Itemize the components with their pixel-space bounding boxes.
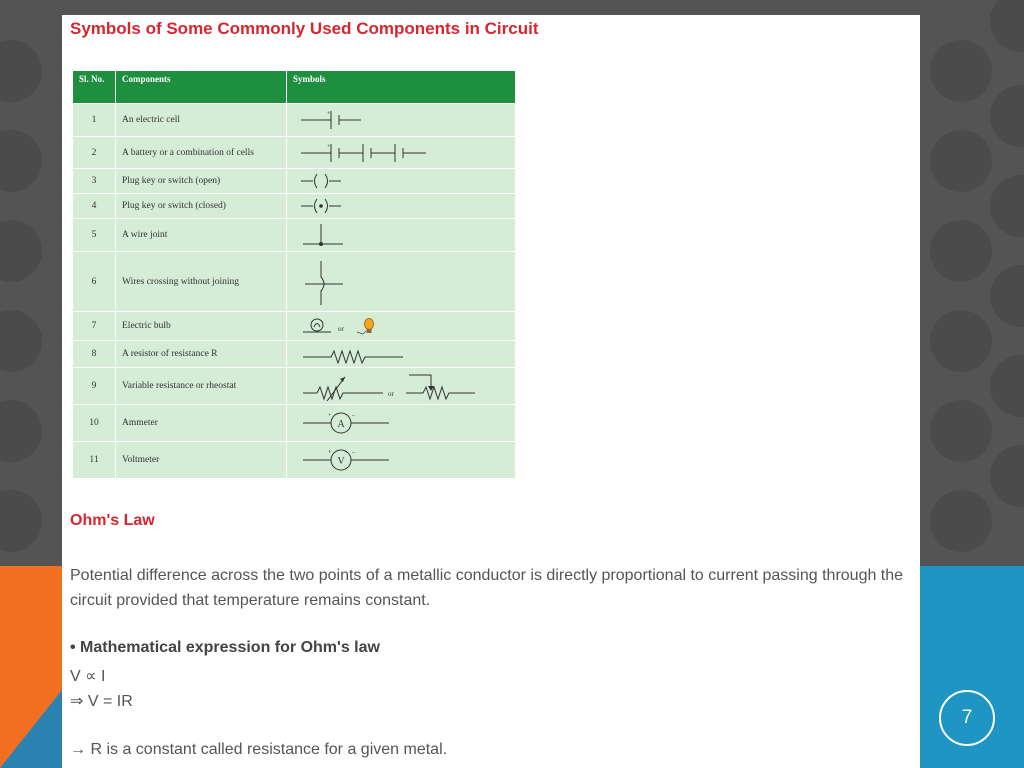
svg-text:+: + [327, 111, 331, 117]
table-header-row [73, 71, 516, 104]
svg-text:A: A [337, 419, 345, 430]
resistor-symbol [287, 341, 516, 368]
header-symbols: Symbols [287, 71, 516, 104]
svg-text:+: + [327, 143, 331, 150]
section-title: Ohm's Law [70, 512, 155, 529]
wires-crossing-symbol [287, 252, 516, 312]
bullet-heading: • Mathematical expression for Ohm's law [70, 639, 380, 656]
component-name: Electric bulb [116, 312, 287, 341]
components-table [72, 70, 516, 479]
page-title: Symbols of Some Commonly Used Components in Circuit [70, 19, 539, 38]
component-name: Wires crossing without joining [116, 252, 287, 312]
svg-text:V: V [337, 456, 345, 467]
voltmeter-symbol [287, 442, 516, 479]
row-number: 11 [73, 442, 116, 479]
component-name: Voltmeter [116, 442, 287, 479]
ammeter-symbol [287, 405, 516, 442]
table-row [73, 194, 516, 219]
ohms-law-paragraph: Potential difference across the two points of a metallic conductor is directly proportional to current passing through the circuit provided that temperature remains constant. [70, 567, 904, 609]
table-row [73, 252, 516, 312]
battery-symbol [287, 137, 516, 169]
formula-equation: ⇒ V = IR [70, 693, 133, 710]
row-number: 1 [73, 104, 116, 137]
table-row [73, 405, 516, 442]
component-name: Plug key or switch (closed) [116, 194, 287, 219]
resistance-note: → R is a constant called resistance for a given metal. [70, 741, 448, 758]
table-row [73, 341, 516, 368]
component-name: Variable resistance or rheostat [116, 368, 287, 405]
rheostat-symbol [287, 368, 516, 405]
component-name: An electric cell [116, 104, 287, 137]
svg-text:–: – [352, 450, 355, 456]
svg-text:or: or [338, 325, 344, 333]
row-number: 10 [73, 405, 116, 442]
row-number: 9 [73, 368, 116, 405]
bulb-symbol [287, 312, 516, 341]
component-name: Ammeter [116, 405, 287, 442]
content-card [62, 15, 920, 768]
page-number-badge: 7 [939, 690, 995, 746]
cell-symbol [287, 104, 516, 137]
component-name: Plug key or switch (open) [116, 169, 287, 194]
header-sl-no: Sl. No. [73, 71, 116, 104]
component-name: A battery or a combination of cells [116, 137, 287, 169]
header-components: Components [116, 71, 287, 104]
component-name: A resistor of resistance R [116, 341, 287, 368]
closed-key-symbol [287, 194, 516, 219]
table-row [73, 104, 516, 137]
table-row [73, 368, 516, 405]
table-row [73, 137, 516, 169]
row-number: 4 [73, 194, 116, 219]
table-row [73, 312, 516, 341]
table-row [73, 169, 516, 194]
row-number: 7 [73, 312, 116, 341]
component-name: A wire joint [116, 219, 287, 252]
svg-text:+: + [328, 450, 332, 456]
row-number: 6 [73, 252, 116, 312]
svg-text:–: – [352, 413, 355, 419]
formula-proportional: V ∝ I [70, 668, 106, 685]
svg-text:+: + [328, 413, 332, 419]
svg-text:or: or [388, 390, 394, 398]
row-number: 5 [73, 219, 116, 252]
open-key-symbol [287, 169, 516, 194]
row-number: 3 [73, 169, 116, 194]
table-row [73, 442, 516, 479]
table-row [73, 219, 516, 252]
wire-joint-symbol [287, 219, 516, 252]
row-number: 2 [73, 137, 116, 169]
slide-accent-triangle [0, 690, 62, 768]
row-number: 8 [73, 341, 116, 368]
